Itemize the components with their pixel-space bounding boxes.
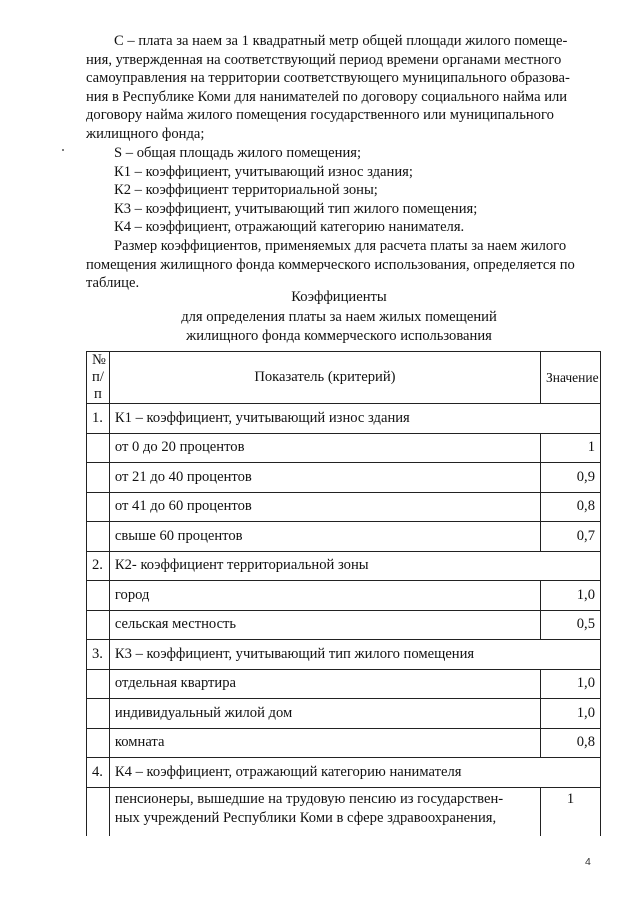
row-value: 1,0 <box>540 699 600 729</box>
page-break-mask <box>86 836 602 846</box>
section-title: К2- коэффициент территориальной зоны <box>109 551 600 581</box>
table-header-row <box>87 352 601 404</box>
paragraph-line: самоуправления на территории соответствующего муниципального образова- <box>86 70 570 87</box>
paragraph-line: таблице. <box>86 275 140 292</box>
row-value: 1,0 <box>540 581 600 611</box>
empty-cell <box>87 669 110 699</box>
section-number: 2. <box>87 551 110 581</box>
heading-line: жилищного фонда коммерческого использования <box>186 328 492 344</box>
row-label-line: ных учреждений Республики Коми в сфере здравоохранения, <box>114 809 497 826</box>
section-title: К1 – коэффициент, учитывающий износ здания <box>109 404 600 434</box>
row-label: город <box>109 581 540 611</box>
size-note-paragraph <box>86 237 592 293</box>
paragraph-line: жилищного фонда; <box>86 125 205 142</box>
section-row <box>87 551 601 581</box>
paragraph-line: ния в Республике Коми для нанимателей по договору социального найма или <box>86 88 568 105</box>
empty-cell <box>87 463 110 493</box>
section-title: К4 – коэффициент, отражающий категорию нанимателя <box>109 758 600 788</box>
heading-line: для определения платы за наем жилых помещений <box>181 308 497 325</box>
header-value: Значение <box>540 352 600 404</box>
section-number: 4. <box>87 758 110 788</box>
table-heading <box>86 288 592 347</box>
section-row <box>87 758 601 788</box>
empty-cell <box>87 610 110 640</box>
row-label: сельская местность <box>109 610 540 640</box>
table-row <box>87 463 601 493</box>
table-row <box>87 728 601 758</box>
paragraph-line: помещения жилищного фонда коммерческого использования, определяется по <box>86 256 575 273</box>
row-value: 0,5 <box>540 610 600 640</box>
empty-cell <box>87 699 110 729</box>
k3-definition: К3 – коэффициент, учитывающий тип жилого помещения; <box>114 200 478 217</box>
row-value: 1 <box>540 787 600 839</box>
empty-cell <box>87 522 110 552</box>
coefficients-table <box>86 351 601 840</box>
section-title: К3 – коэффициент, учитывающий тип жилого помещения <box>109 640 600 670</box>
c-definition-paragraph <box>86 32 592 144</box>
table-row <box>87 492 601 522</box>
row-label: от 41 до 60 процентов <box>109 492 540 522</box>
paragraph-line: Размер коэффициентов, применяемых для расчета платы за наем жилого <box>114 238 567 254</box>
k2-definition: К2 – коэффициент территориальной зоны; <box>114 182 378 199</box>
row-label: от 21 до 40 процентов <box>109 463 540 493</box>
paragraph-line: договору найма жилого помещения государственного или муниципального <box>86 107 554 124</box>
table-row <box>87 522 601 552</box>
paragraph-line: С – плата за наем за 1 квадратный метр общей площади жилого помеще- <box>114 33 568 49</box>
row-value: 1 <box>540 433 600 463</box>
row-label <box>109 787 540 839</box>
table-row <box>87 699 601 729</box>
k4-definition: К4 – коэффициент, отражающий категорию нанимателя. <box>114 219 465 236</box>
table-row <box>87 669 601 699</box>
table-row <box>87 787 601 839</box>
section-row <box>87 640 601 670</box>
row-value: 0,7 <box>540 522 600 552</box>
row-label: индивидуальный жилой дом <box>109 699 540 729</box>
row-label: отдельная квартира <box>109 669 540 699</box>
row-value: 1,0 <box>540 669 600 699</box>
heading-title: Коэффициенты <box>291 289 387 305</box>
table-row <box>87 610 601 640</box>
row-value: 0,8 <box>540 492 600 522</box>
row-value: 0,8 <box>540 728 600 758</box>
table-row <box>87 581 601 611</box>
page-number: 4 <box>585 856 591 868</box>
row-value: 0,9 <box>540 463 600 493</box>
paragraph-line: ния, утвержденная на соответствующий период времени органами местного <box>86 51 562 68</box>
section-number: 1. <box>87 404 110 434</box>
empty-cell <box>87 581 110 611</box>
empty-cell <box>87 433 110 463</box>
row-label: комната <box>109 728 540 758</box>
scan-speck <box>62 149 64 151</box>
empty-cell <box>87 728 110 758</box>
header-number: № п/п <box>87 352 110 404</box>
row-label: от 0 до 20 процентов <box>109 433 540 463</box>
definitions-list <box>86 144 592 237</box>
section-number: 3. <box>87 640 110 670</box>
k1-definition: К1 – коэффициент, учитывающий износ здания; <box>114 163 413 180</box>
empty-cell <box>87 492 110 522</box>
header-indicator: Показатель (критерий) <box>109 352 540 404</box>
empty-cell <box>87 787 110 839</box>
section-row <box>87 404 601 434</box>
table-row <box>87 433 601 463</box>
row-label-line: пенсионеры, вышедшие на трудовую пенсию из государствен- <box>114 790 504 807</box>
row-label: свыше 60 процентов <box>109 522 540 552</box>
s-definition: S – общая площадь жилого помещения; <box>114 145 362 161</box>
